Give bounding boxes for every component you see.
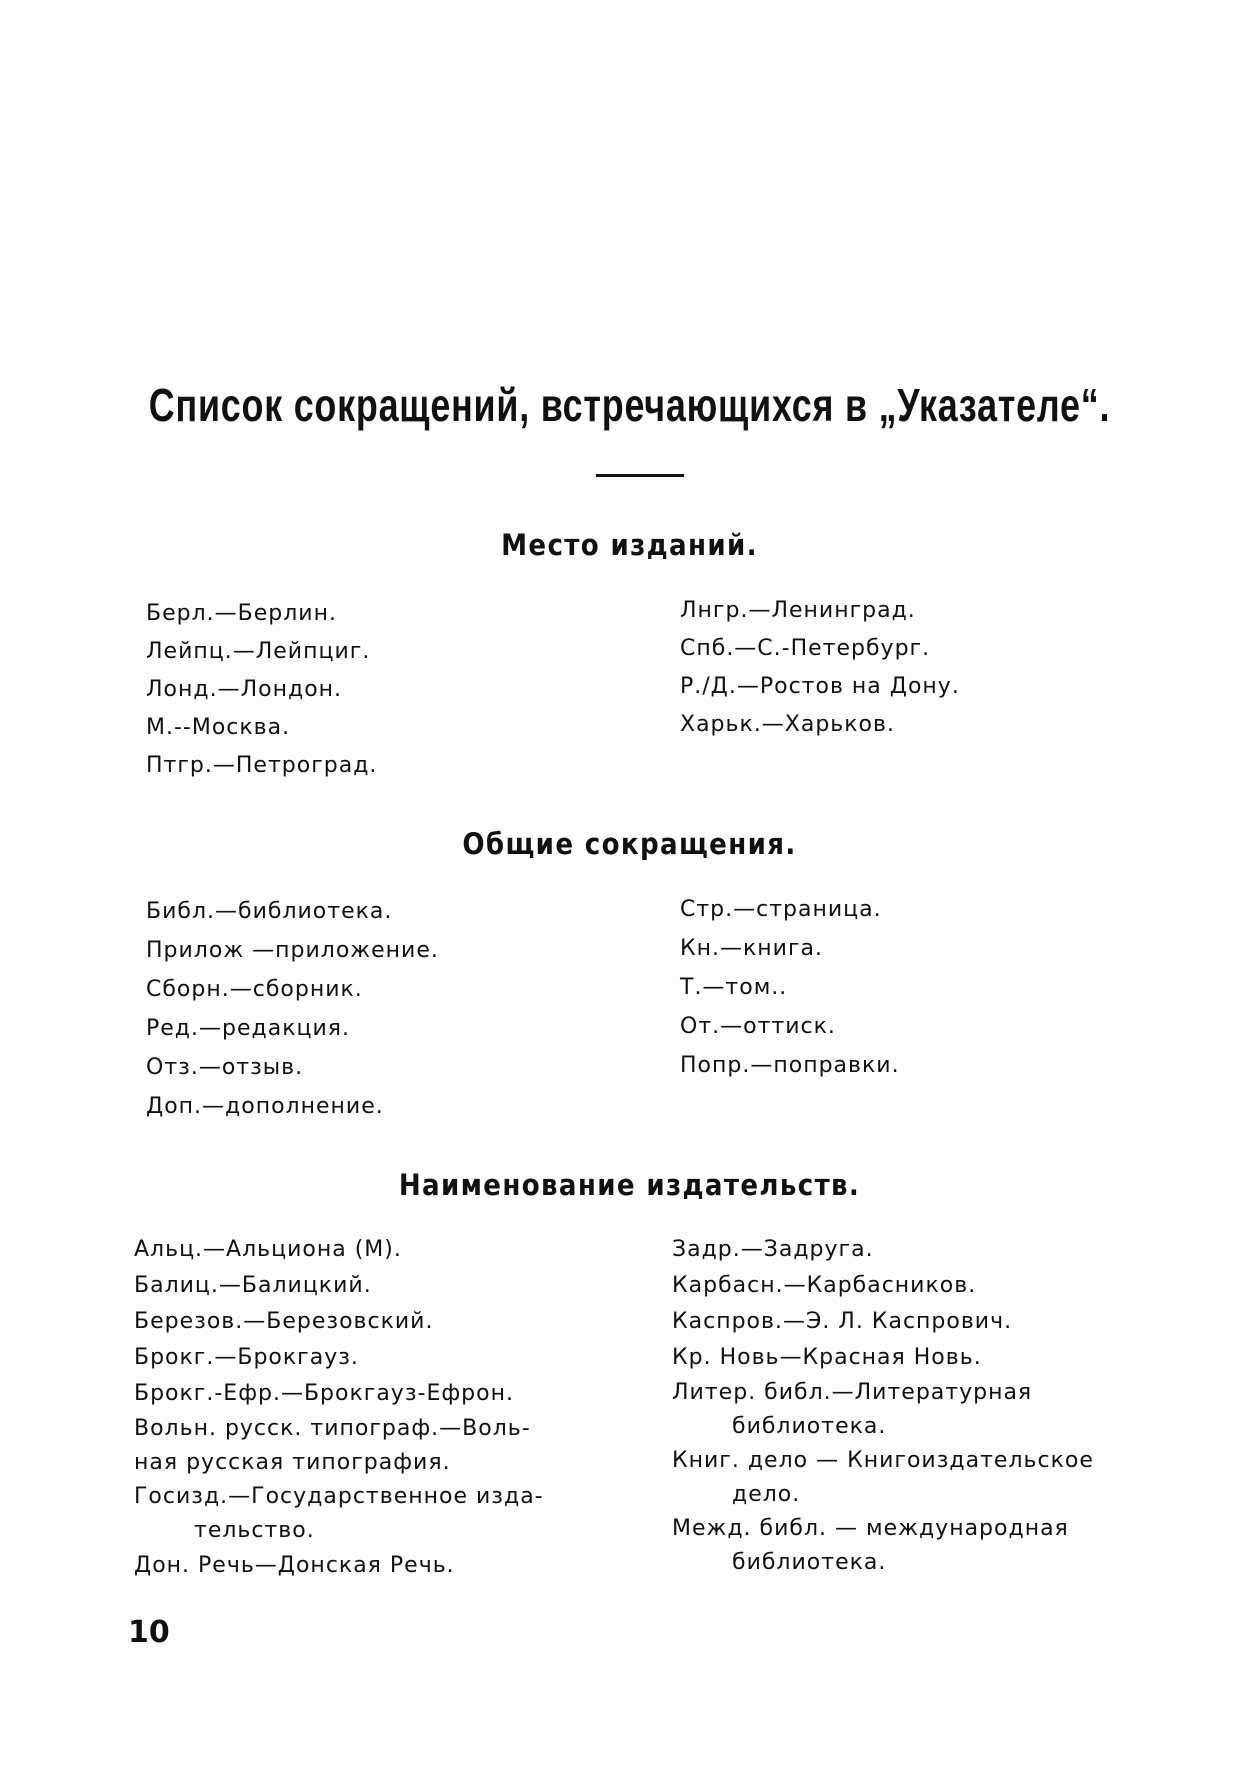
page-number: 10 (128, 1615, 170, 1650)
list-item: Попр.—поправки. (680, 1053, 900, 1078)
list-item: Лнгр.—Ленинград. (680, 598, 916, 623)
list-item: Прилож —приложение. (146, 938, 439, 963)
entry-text: Вольн. русск. типограф.—Воль- (134, 1416, 531, 1441)
list-item: Лейпц.—Лейпциг. (146, 639, 371, 664)
list-item: Отз.—отзыв. (146, 1055, 304, 1080)
list-item (672, 1512, 1172, 1580)
publishers-right-list (672, 1232, 1172, 1580)
entry-continuation: тельство. (194, 1518, 315, 1543)
section-heading-general: Общие сокращения. (462, 827, 797, 861)
general-right-list (680, 890, 900, 1085)
list-item: Сборн.—сборник. (146, 977, 363, 1002)
page-title: Список сокращений, встречающихся в „Указателе“. (148, 379, 1111, 431)
entry-text: Каспров.—Э. Л. Каспрович. (672, 1309, 1013, 1334)
list-item (672, 1376, 1172, 1444)
list-item: Харьк.—Харьков. (680, 712, 895, 737)
entry-text: Дон. Речь—Донская Речь. (134, 1553, 455, 1578)
entry-text: Березов.—Березовский. (134, 1309, 434, 1334)
list-item (134, 1376, 604, 1412)
list-item (672, 1268, 1172, 1304)
list-item: Берл.—Берлин. (146, 601, 337, 626)
list-item: Лонд.—Лондон. (146, 677, 343, 702)
list-item (134, 1232, 604, 1268)
list-item: Кн.—книга. (680, 936, 823, 961)
entry-continuation: библиотека. (732, 1414, 887, 1439)
list-item (134, 1480, 604, 1548)
entry-continuation: дело. (732, 1482, 801, 1507)
list-item (134, 1412, 604, 1480)
list-item: Библ.—библиотека. (146, 899, 393, 924)
entry-text: Госизд.—Государственное изда- (134, 1484, 544, 1509)
publishers-left-list (134, 1232, 604, 1584)
list-item: Птгр.—Петроград. (146, 753, 378, 778)
list-item: М.--Москва. (146, 715, 291, 740)
entry-text: Брокг.—Брокгауз. (134, 1345, 359, 1370)
general-left-list (146, 892, 439, 1126)
entry-text: Балиц.—Балицкий. (134, 1273, 372, 1298)
list-item (134, 1548, 604, 1584)
entry-text: Кр. Новь—Красная Новь. (672, 1345, 982, 1370)
entry-text: Книг. дело — Книгоиздательское (672, 1448, 1094, 1473)
list-item: Т.—том.. (680, 975, 788, 1000)
entry-continuation: библиотека. (732, 1550, 887, 1575)
section-heading-places: Место изданий. (501, 528, 758, 562)
entry-text: Межд. библ. — международная (672, 1516, 1069, 1541)
entry-text: Карбасн.—Карбасников. (672, 1273, 977, 1298)
list-item: Р./Д.—Ростов на Дону. (680, 674, 960, 699)
title-divider (596, 474, 684, 477)
entry-text: Брокг.-Ефр.—Брокгауз-Ефрон. (134, 1381, 514, 1406)
list-item (672, 1340, 1172, 1376)
list-item (672, 1304, 1172, 1340)
entry-text: Альц.—Альциона (М). (134, 1237, 402, 1262)
list-item (134, 1304, 604, 1340)
list-item: Доп.—дополнение. (146, 1094, 384, 1119)
list-item (134, 1268, 604, 1304)
list-item (672, 1444, 1172, 1512)
list-item: Стр.—страница. (680, 897, 882, 922)
list-item: От.—оттиск. (680, 1014, 836, 1039)
section-heading-publishers: Наименование издательств. (398, 1168, 861, 1202)
list-item: Ред.—редакция. (146, 1016, 350, 1041)
entry-continuation: ная русская типография. (134, 1450, 451, 1475)
list-item (672, 1232, 1172, 1268)
places-left-list (146, 595, 377, 785)
places-right-list (680, 592, 960, 744)
entry-text: Литер. библ.—Литературная (672, 1380, 1033, 1405)
entry-text: Задр.—Задруга. (672, 1237, 874, 1262)
list-item: Спб.—С.-Петербург. (680, 636, 931, 661)
list-item (134, 1340, 604, 1376)
